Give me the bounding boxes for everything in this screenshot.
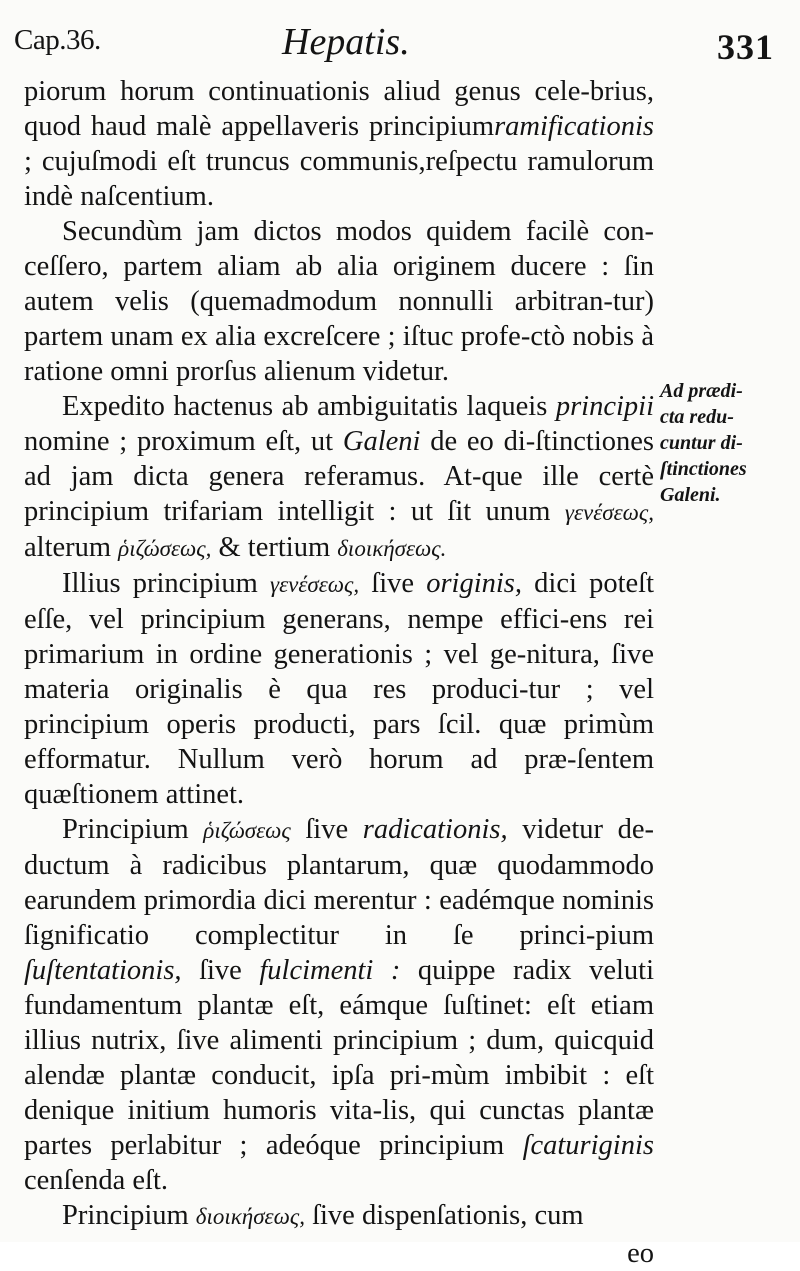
greek-term: ῥιζώσεως,	[118, 536, 212, 561]
italic-term: principii	[555, 391, 654, 422]
greek-term: ῥιζώσεως	[203, 818, 291, 843]
italic-term: radicationis,	[362, 814, 508, 845]
greek-term: διοικήσεως,	[195, 1204, 305, 1229]
italic-term: fulcimenti :	[259, 955, 401, 986]
paragraph-secundum: Secundùm jam dictos modos quidem facilè con-ceſſero, partem aliam ab alia originem ducere : ſin autem velis (quemadmodum nonnulli arbitran-tur) partem unam ex alia excreſcere ; iſtuc profe-ctò nobis à ratione omni prorſus alienum videtur.	[24, 216, 654, 387]
marginal-note-line: Galeni.	[660, 484, 721, 506]
marginal-note-line: cta redu-	[660, 406, 734, 428]
marginal-note-line: cuntur di-	[660, 432, 743, 454]
marginal-note-line: Ad prædi-	[660, 380, 743, 402]
paragraph-principium-dispensationis: Principium διοικήσεως, ſive dispenſationis, cum	[62, 1200, 584, 1231]
italic-term: originis,	[426, 568, 523, 599]
catchword: eo	[627, 1238, 654, 1269]
main-text	[24, 74, 654, 1271]
greek-term: διοικήσεως.	[337, 536, 447, 561]
paragraph-continuation: piorum horum continuationis aliud genus cele-brius, quod haud malè appellaveris principiumramificationis ; cujuſmodi eſt truncus communis,reſpectu ramulorum indè naſcentium.	[24, 76, 654, 212]
italic-term: ſuſtentationis,	[24, 955, 182, 986]
running-title: Hepatis.	[282, 21, 410, 63]
paragraph-illius: Illius principium γενέσεως, ſive originis, dici poteſt eſſe, vel principium generans, nempe effici-ens rei primarium in ordine generationis ; vel ge-nitura, ſive materia originalis è qua res produci-tur ; vel principium operis producti, pars ſcil. quæ primùm efformatur. Nullum verò horum ad præ-ſentem quæſtionem attinet.	[24, 568, 654, 810]
greek-term: γενέσεως,	[270, 572, 360, 597]
italic-term: ramificationis	[494, 111, 654, 142]
marginal-note	[660, 378, 790, 508]
chapter-label: Cap.36.	[14, 24, 101, 56]
greek-term: γενέσεως,	[564, 500, 654, 525]
italic-term: Galeni	[342, 426, 421, 457]
marginal-note-line: ſtinctiones	[660, 458, 747, 480]
italic-term: ſcaturiginis	[522, 1130, 654, 1161]
paragraph-expedito: Expedito hactenus ab ambiguitatis laqueis principii nomine ; proximum eſt, ut Galeni de eo di-ſtinctiones ad jam dicta genera referamus. At-que ille certè principium trifariam intelligit : ut ſit unum γενέσεως, alterum ῥιζώσεως, & tertium διοικήσεως.	[24, 391, 654, 563]
paragraph-principium-radicationis: Principium ῥιζώσεως ſive radicationis, videtur de-ductum à radicibus plantarum, quæ quodammodo earundem primordia dici merentur : eadémque nominis ſignificatio complectitur in ſe princi-pium ſuſtentationis, ſive fulcimenti : quippe radix veluti fundamentum plantæ eſt, eámque ſuſtinet: eſt etiam illius nutrix, ſive alimenti principium ; dum, quicquid alendæ plantæ conducit, ipſa pri-mùm imbibit : eſt denique initium humoris vita-lis, qui cunctas plantæ partes perlabitur ; adeóque principium ſcaturiginis cenſenda eſt.	[24, 814, 654, 1196]
running-head	[14, 18, 780, 74]
page-number: 331	[717, 27, 774, 67]
